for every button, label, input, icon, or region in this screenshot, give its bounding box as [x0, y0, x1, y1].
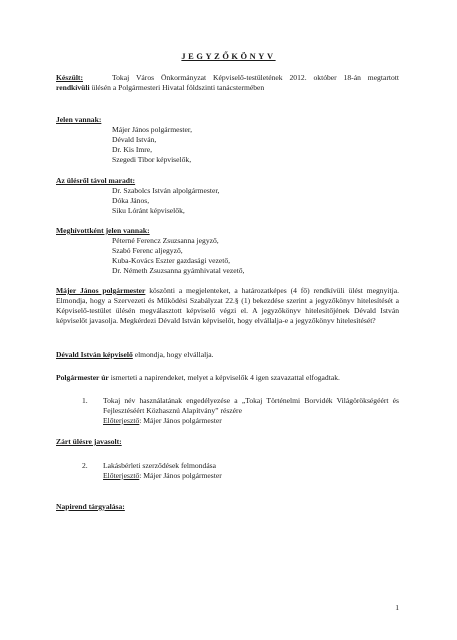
- presenter-label: Előterjesztő: [103, 415, 140, 425]
- agenda-intro-paragraph: [56, 373, 399, 383]
- meghivott-person: Péterné Ferencz Zsuzsanna jegyző,: [112, 236, 219, 245]
- keszult-text-before: Tokaj Város Önkormányzat Képviselő-testületének 2012. október 18-án megtartott: [112, 73, 399, 82]
- presenter-label: Előterjesztő: [103, 470, 140, 480]
- p1-lead: Májer János polgármester: [56, 286, 146, 295]
- p2-lead: Dévald István képviselő: [56, 350, 133, 359]
- page-number: 1: [395, 603, 399, 612]
- jelen-label: Jelen vannak:: [56, 115, 102, 124]
- jelen-person: Dr. Kis Imre,: [112, 144, 153, 154]
- p3-text: ismerteti a napirendeket, melyet a képviselők 4 igen szavazattal elfogadtak.: [108, 373, 340, 382]
- napirend-label: Napirend tárgyalása:: [56, 502, 125, 511]
- p2-text: elmondja, hogy elvállalja.: [132, 350, 214, 359]
- agenda-item-number: 1.: [82, 396, 88, 405]
- meghivott-label: Meghívottként jelen vannak:: [56, 226, 150, 235]
- tavol-list: [56, 186, 399, 216]
- jelen-person: Dévald István,: [112, 134, 157, 144]
- meghivott-person: Dr. Németh Zsuzsanna gyámhivatal vezető,: [112, 265, 245, 275]
- p3-lead: Polgármester úr: [56, 373, 109, 382]
- tavol-person: Dóka János,: [112, 195, 150, 205]
- agenda-item: [82, 396, 399, 426]
- keszult-text-after: ülésén a Polgármesteri Hivatal földszinti tanácstermében: [89, 82, 265, 92]
- keszult-bold: rendkívüli: [56, 82, 90, 92]
- acceptance-paragraph: [56, 350, 399, 360]
- agenda-item-text: Tokaj név használatának engedélyezése a „Tokaj Történelmi Borvidék Világörökségéért és Fejlesztéséért Közhasznú Alapítvány” részére: [103, 396, 399, 415]
- agenda-item-closed: [82, 461, 399, 481]
- agenda-item-number: 2.: [82, 461, 88, 470]
- tavol-person: Siku Lóránt képviselők,: [112, 205, 185, 215]
- tavol-person: Dr. Szabolcs István alpolgármester,: [112, 186, 220, 195]
- presenter-name: : Májer János polgármester: [139, 470, 222, 480]
- tavol-label: Az ülésről távol maradt:: [56, 176, 136, 185]
- meghivott-person: Kuba-Kovács Eszter gazdasági vezető,: [112, 255, 231, 265]
- document-title: JEGYZŐKÖNYV: [181, 52, 276, 61]
- p1-text: köszönti a megjelenteket, a határozatképes (4 fő) rendkívüli ülést megnyitja. Elmondja, hogy a Szervezeti és Működési Szabályzat 22.§ (1) bekezdése szerint a jegyzőkönyv hitelesítését a Képviselő-testület ülésén megválasztott képviselő végzi el. A jegyzőkönyv hitelesítőjének Dévald István képviselőt javasolja. Megkérdezi Dévald István képviselőt, hogy elvállalja-e a jegyzőkönyv hitelesítését?: [56, 286, 399, 325]
- opening-paragraph: [56, 286, 399, 326]
- meghivott-list: [56, 236, 399, 276]
- keszult-section: [56, 73, 399, 93]
- jelen-person: Májer János polgármester,: [112, 125, 193, 134]
- meghivott-person: Szabó Ferenc aljegyző,: [112, 245, 183, 255]
- presenter-name: : Májer János polgármester: [139, 415, 222, 425]
- jelen-person: Szegedi Tibor képviselők,: [112, 154, 192, 164]
- jelen-list: [56, 125, 399, 165]
- zart-label: Zárt ülésre javasolt:: [56, 437, 122, 446]
- keszult-label: Készült:: [56, 73, 83, 82]
- agenda-item-text: Lakásbérleti szerződések felmondása: [103, 461, 217, 470]
